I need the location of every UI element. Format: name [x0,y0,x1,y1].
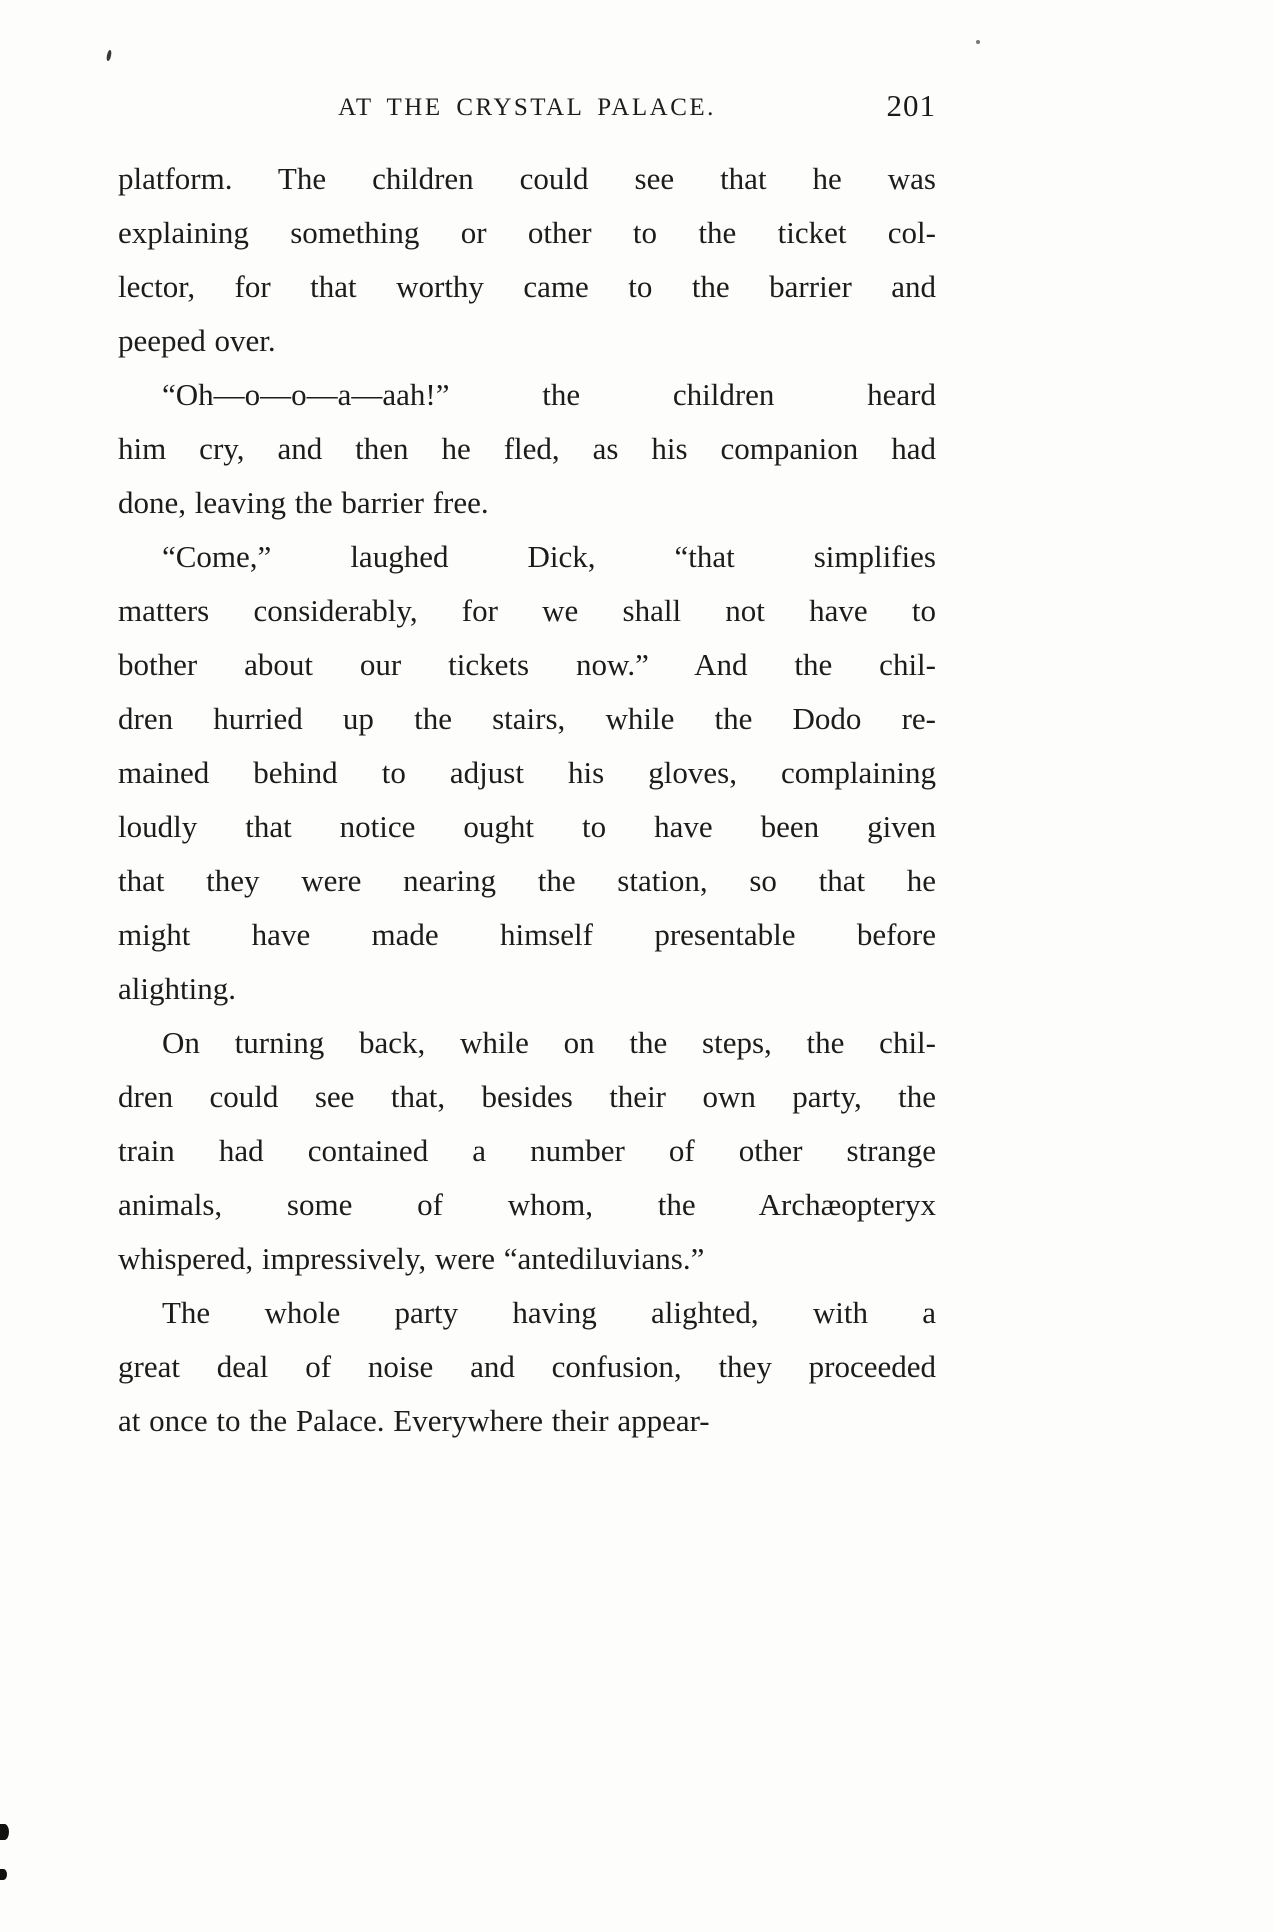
scan-artifact [976,40,980,44]
text-line: dren hurried up the stairs, while the Dodo re- [118,701,936,736]
text-line: at once to the Palace. Everywhere their appear- [118,1403,710,1438]
text-line: that they were nearing the station, so that he [118,863,936,898]
text-line: mained behind to adjust his gloves, complaining [118,755,936,790]
text-line: explaining something or other to the ticket col- [118,215,936,250]
text-line: platform. The children could see that he was [118,161,936,196]
text-line: “Come,” laughed Dick, “that simplifies [162,539,936,574]
text-line: matters considerably, for we shall not have to [118,593,936,628]
text-line: alighting. [118,971,236,1006]
text-line: great deal of noise and confusion, they proceeded [118,1349,936,1384]
text-line: lector, for that worthy came to the barrier and [118,269,936,304]
text-line: animals, some of whom, the Archæopteryx [118,1187,936,1222]
text-line: peeped over. [118,323,276,358]
text-line: train had contained a number of other strange [118,1133,936,1168]
text-line: bother about our tickets now.” And the chil- [118,647,936,682]
text-line: done, leaving the barrier free. [118,485,489,520]
text-line: him cry, and then he fled, as his companion had [118,431,936,466]
scan-artifact [106,50,112,62]
paragraph [118,1016,936,1286]
text-line: might have made himself presentable before [118,917,936,952]
paragraph [118,152,936,368]
page-number: 201 [886,88,936,123]
page-header [118,88,936,134]
text-line: loudly that notice ought to have been given [118,809,936,844]
text-line: whispered, impressively, were “antediluvians.” [118,1241,705,1276]
page-body [118,152,936,1448]
text-line: “Oh—o—o—a—aah!” the children heard [162,377,936,412]
paragraph [118,368,936,530]
paragraph [118,530,936,1016]
running-title: AT THE CRYSTAL PALACE. [338,94,716,121]
text-line: On turning back, while on the steps, the chil- [162,1025,936,1060]
text-line: The whole party having alighted, with a [162,1295,936,1330]
scan-artifact [0,1869,7,1880]
scan-artifact [0,1824,9,1840]
text-line: dren could see that, besides their own party, the [118,1079,936,1114]
paragraph [118,1286,936,1448]
